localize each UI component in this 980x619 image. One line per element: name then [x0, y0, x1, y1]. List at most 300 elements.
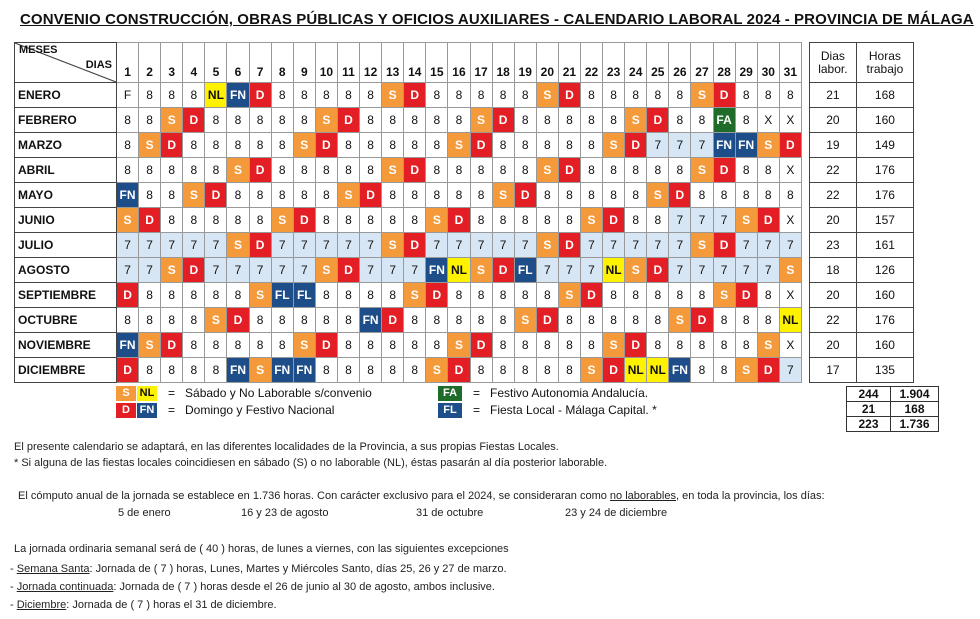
day-cell: 8	[205, 358, 227, 383]
day-cell: FN	[293, 358, 315, 383]
day-cell: 7	[757, 258, 779, 283]
day-cell: D	[603, 208, 625, 233]
day-cell: 7	[337, 233, 359, 258]
column-gap	[801, 83, 809, 108]
day-cell: 8	[337, 333, 359, 358]
month-horas-trabajo: 126	[856, 258, 913, 283]
day-cell: 8	[337, 158, 359, 183]
note-line1: El presente calendario se adaptará, en las diferentes localidades de la Provincia, a sus propias Fiestas Locales.	[14, 441, 559, 453]
day-cell: D	[249, 158, 271, 183]
day-cell: 8	[205, 108, 227, 133]
day-cell: D	[404, 158, 426, 183]
day-cell: S	[249, 358, 271, 383]
day-cell: FN	[426, 258, 448, 283]
header-day: 1	[117, 43, 139, 83]
day-cell: D	[183, 108, 205, 133]
day-cell: 7	[625, 233, 647, 258]
day-cell: 8	[337, 133, 359, 158]
day-cell: D	[514, 183, 536, 208]
day-cell: 8	[426, 183, 448, 208]
month-name: NOVIEMBRE	[15, 333, 117, 358]
column-gap	[801, 108, 809, 133]
note-line3-end: , en toda la provincia, los días:	[675, 490, 825, 502]
day-cell: 8	[161, 308, 183, 333]
day-cell: FN	[735, 133, 757, 158]
day-cell: 7	[669, 258, 691, 283]
day-cell: 8	[580, 133, 602, 158]
day-cell: 7	[293, 233, 315, 258]
day-cell: 8	[470, 208, 492, 233]
day-cell: S	[625, 258, 647, 283]
day-cell: 8	[227, 133, 249, 158]
day-cell: X	[779, 208, 801, 233]
day-cell: FN	[227, 358, 249, 383]
day-cell: 8	[757, 283, 779, 308]
note-date2: 16 y 23 de agosto	[241, 507, 329, 519]
day-cell: 7	[735, 258, 757, 283]
month-name: ENERO	[15, 83, 117, 108]
month-row	[15, 333, 914, 358]
note-jc-text: : Jornada de ( 7 ) horas desde el 26 de junio al 30 de agosto, ambos inclusive.	[113, 581, 495, 593]
column-gap	[801, 358, 809, 383]
day-cell: 8	[139, 308, 161, 333]
day-cell: S	[227, 233, 249, 258]
day-cell: 8	[735, 183, 757, 208]
day-cell: S	[558, 283, 580, 308]
day-cell: 8	[161, 283, 183, 308]
day-cell: 8	[580, 333, 602, 358]
day-cell: 8	[492, 83, 514, 108]
day-cell: 7	[470, 233, 492, 258]
day-cell: 8	[470, 158, 492, 183]
day-cell: 8	[514, 108, 536, 133]
month-dias-labor: 18	[809, 258, 856, 283]
day-cell: 8	[669, 333, 691, 358]
day-cell: D	[227, 308, 249, 333]
day-cell: 8	[625, 308, 647, 333]
day-cell: 7	[669, 208, 691, 233]
day-cell: 8	[205, 208, 227, 233]
day-cell: NL	[625, 358, 647, 383]
day-cell: 8	[536, 133, 558, 158]
day-cell: S	[161, 258, 183, 283]
note-line3-underline: no laborables	[609, 490, 676, 502]
day-cell: 8	[360, 333, 382, 358]
totals-table	[846, 386, 939, 432]
day-cell: 8	[492, 358, 514, 383]
header-day: 31	[779, 43, 801, 83]
day-cell: S	[691, 233, 713, 258]
day-cell: D	[470, 133, 492, 158]
day-cell: 7	[669, 233, 691, 258]
day-cell: 7	[558, 258, 580, 283]
day-cell: 8	[669, 83, 691, 108]
day-cell: 8	[580, 108, 602, 133]
day-cell: D	[713, 233, 735, 258]
day-cell: 8	[779, 183, 801, 208]
day-cell: 8	[603, 183, 625, 208]
day-cell: S	[271, 208, 293, 233]
day-cell: 8	[603, 158, 625, 183]
day-cell: 7	[647, 133, 669, 158]
day-cell: D	[691, 308, 713, 333]
day-cell: 8	[580, 183, 602, 208]
day-cell: FN	[360, 308, 382, 333]
month-name: AGOSTO	[15, 258, 117, 283]
day-cell: 8	[713, 358, 735, 383]
day-cell: 7	[293, 258, 315, 283]
day-cell: 8	[337, 208, 359, 233]
day-cell: 8	[514, 158, 536, 183]
month-dias-labor: 17	[809, 358, 856, 383]
column-gap	[801, 43, 809, 83]
day-cell: 8	[227, 283, 249, 308]
header-day: 20	[536, 43, 558, 83]
day-cell: 8	[360, 208, 382, 233]
day-cell: D	[558, 233, 580, 258]
column-gap	[801, 133, 809, 158]
day-cell: S	[315, 108, 337, 133]
day-cell: S	[603, 133, 625, 158]
day-cell: 8	[558, 358, 580, 383]
day-cell: S	[735, 358, 757, 383]
day-cell: 8	[227, 108, 249, 133]
header-day: 18	[492, 43, 514, 83]
column-gap	[801, 333, 809, 358]
day-cell: 8	[691, 283, 713, 308]
month-row	[15, 283, 914, 308]
day-cell: 8	[492, 158, 514, 183]
day-cell: D	[139, 208, 161, 233]
day-cell: 7	[580, 258, 602, 283]
day-cell: 8	[205, 283, 227, 308]
day-cell: 8	[558, 183, 580, 208]
day-cell: 8	[249, 333, 271, 358]
day-cell: 8	[337, 308, 359, 333]
legend-eq: =	[168, 403, 176, 417]
header-day: 14	[404, 43, 426, 83]
day-cell: S	[713, 283, 735, 308]
day-cell: D	[647, 108, 669, 133]
day-cell: 8	[183, 158, 205, 183]
day-cell: S	[227, 158, 249, 183]
header-day: 23	[603, 43, 625, 83]
day-cell: S	[691, 158, 713, 183]
day-cell: 8	[337, 283, 359, 308]
day-cell: 8	[757, 183, 779, 208]
day-cell: 7	[315, 233, 337, 258]
day-cell: 8	[205, 333, 227, 358]
day-cell: D	[315, 333, 337, 358]
day-cell: 8	[735, 158, 757, 183]
day-cell: 8	[161, 208, 183, 233]
day-cell: S	[382, 233, 404, 258]
note-date4: 23 y 24 de diciembre	[565, 507, 668, 519]
day-cell: 7	[404, 258, 426, 283]
day-cell: 8	[647, 308, 669, 333]
day-cell: 7	[492, 233, 514, 258]
legend-fl-text: Fiesta Local - Málaga Capital. *	[490, 403, 657, 417]
day-cell: 8	[536, 333, 558, 358]
day-cell: 8	[448, 108, 470, 133]
month-horas-trabajo: 160	[856, 333, 913, 358]
day-cell: S	[536, 233, 558, 258]
day-cell: X	[757, 108, 779, 133]
month-horas-trabajo: 135	[856, 358, 913, 383]
day-cell: 8	[315, 158, 337, 183]
day-cell: S	[183, 183, 205, 208]
day-cell: 8	[514, 283, 536, 308]
day-cell: D	[647, 258, 669, 283]
day-cell: S	[580, 208, 602, 233]
dash: -	[10, 581, 14, 593]
day-cell: 8	[117, 108, 139, 133]
day-cell: 8	[757, 83, 779, 108]
day-cell: 8	[735, 83, 757, 108]
day-cell: 8	[735, 108, 757, 133]
day-cell: 7	[647, 233, 669, 258]
day-cell: 8	[315, 83, 337, 108]
month-name: JULIO	[15, 233, 117, 258]
day-cell: D	[558, 158, 580, 183]
month-name: JUNIO	[15, 208, 117, 233]
day-cell: X	[779, 283, 801, 308]
legend-sabado-text: Sábado y No Laborable s/convenio	[185, 386, 372, 400]
day-cell: D	[337, 258, 359, 283]
day-cell: 8	[625, 183, 647, 208]
day-cell: 8	[647, 333, 669, 358]
day-cell: 8	[249, 108, 271, 133]
day-cell: 8	[580, 83, 602, 108]
column-gap	[801, 258, 809, 283]
day-cell: 8	[558, 108, 580, 133]
day-cell: 7	[735, 233, 757, 258]
day-cell: NL	[448, 258, 470, 283]
legend-swatch-nl: NL	[137, 386, 157, 401]
day-cell: S	[448, 133, 470, 158]
header-day: 4	[183, 43, 205, 83]
day-cell: FL	[271, 283, 293, 308]
day-cell: D	[337, 108, 359, 133]
day-cell: D	[293, 208, 315, 233]
header-day: 24	[625, 43, 647, 83]
day-cell: 7	[139, 258, 161, 283]
total-horas: 1.904	[891, 387, 939, 402]
day-cell: FN	[117, 333, 139, 358]
day-cell: 8	[757, 308, 779, 333]
day-cell: 8	[382, 183, 404, 208]
day-cell: D	[117, 358, 139, 383]
day-cell: 8	[514, 208, 536, 233]
header-day: 2	[139, 43, 161, 83]
day-cell: 8	[514, 358, 536, 383]
day-cell: 7	[117, 258, 139, 283]
day-cell: 8	[669, 158, 691, 183]
day-cell: 8	[117, 158, 139, 183]
day-cell: 8	[249, 308, 271, 333]
day-cell: 8	[139, 358, 161, 383]
day-cell: 8	[117, 133, 139, 158]
day-cell: 8	[271, 183, 293, 208]
day-cell: 8	[382, 283, 404, 308]
month-row	[15, 183, 914, 208]
header-day: 9	[293, 43, 315, 83]
page-title: CONVENIO CONSTRUCCIÓN, OBRAS PÚBLICAS Y OFICIOS AUXILIARES - CALENDARIO LABORAL 2024 - PROVINCIA DE MÁLAGA	[20, 11, 974, 28]
month-row	[15, 83, 914, 108]
day-cell: 8	[293, 108, 315, 133]
header-day: 22	[580, 43, 602, 83]
month-horas-trabajo: 176	[856, 183, 913, 208]
day-cell: D	[735, 283, 757, 308]
day-cell: 8	[558, 133, 580, 158]
note-line3	[18, 490, 825, 502]
legend-fa-text: Festivo Autonomia Andalucía.	[490, 386, 649, 400]
day-cell: 8	[404, 333, 426, 358]
day-cell: 8	[492, 308, 514, 333]
note-date1: 5 de enero	[118, 507, 171, 519]
totals-row	[847, 387, 939, 402]
header-day: 26	[669, 43, 691, 83]
day-cell: S	[757, 333, 779, 358]
day-cell: 8	[360, 283, 382, 308]
day-cell: 8	[382, 133, 404, 158]
day-cell: D	[315, 133, 337, 158]
day-cell: 8	[713, 333, 735, 358]
day-cell: 7	[779, 233, 801, 258]
legend-fl	[438, 402, 657, 418]
note-line2: * Si alguna de las fiestas locales coincidiesen en sábado (S) o no laborable (NL), éstas pasarán al día posterior laborable.	[14, 457, 608, 469]
month-dias-labor: 20	[809, 208, 856, 233]
day-cell: 8	[183, 358, 205, 383]
day-cell: 8	[271, 333, 293, 358]
day-cell: 7	[271, 233, 293, 258]
day-cell: 8	[337, 83, 359, 108]
legend-fa	[438, 385, 648, 401]
day-cell: 8	[271, 308, 293, 333]
legend-swatch-fn: FN	[137, 403, 157, 418]
day-cell: S	[161, 108, 183, 133]
header-day: 10	[315, 43, 337, 83]
day-cell: 8	[625, 208, 647, 233]
day-cell: S	[426, 208, 448, 233]
day-cell: 8	[360, 83, 382, 108]
header-day: 27	[691, 43, 713, 83]
day-cell: 8	[293, 308, 315, 333]
total-horas: 1.736	[891, 417, 939, 432]
day-cell: 7	[448, 233, 470, 258]
day-cell: 7	[669, 133, 691, 158]
day-cell: 8	[271, 158, 293, 183]
day-cell: 8	[448, 308, 470, 333]
month-row	[15, 258, 914, 283]
day-cell: 8	[426, 133, 448, 158]
header-horas-trabajo: Horas trabajo	[856, 43, 913, 83]
day-cell: 8	[713, 308, 735, 333]
day-cell: FN	[669, 358, 691, 383]
day-cell: S	[448, 333, 470, 358]
column-gap	[801, 233, 809, 258]
day-cell: 8	[492, 208, 514, 233]
day-cell: 8	[227, 333, 249, 358]
note-diciembre	[10, 599, 277, 611]
month-name: FEBRERO	[15, 108, 117, 133]
day-cell: 8	[293, 158, 315, 183]
day-cell: 8	[360, 358, 382, 383]
day-cell: 8	[183, 133, 205, 158]
day-cell: D	[448, 358, 470, 383]
day-cell: S	[536, 158, 558, 183]
day-cell: S	[337, 183, 359, 208]
day-cell: 8	[448, 83, 470, 108]
day-cell: D	[205, 183, 227, 208]
day-cell: 8	[558, 308, 580, 333]
legend-swatch-fa: FA	[438, 386, 462, 401]
header-day: 12	[360, 43, 382, 83]
day-cell: 8	[603, 283, 625, 308]
day-cell: 8	[382, 108, 404, 133]
header-day: 16	[448, 43, 470, 83]
month-horas-trabajo: 160	[856, 108, 913, 133]
calendar-table	[14, 42, 914, 383]
day-cell: NL	[603, 258, 625, 283]
legend-eq: =	[473, 403, 481, 417]
day-cell: S	[293, 333, 315, 358]
day-cell: D	[713, 83, 735, 108]
day-cell: X	[779, 333, 801, 358]
day-cell: S	[205, 308, 227, 333]
day-cell: 8	[448, 158, 470, 183]
note-line4: La jornada ordinaria semanal será de ( 40 ) horas, de lunes a viernes, con las siguientes excepciones	[14, 543, 509, 555]
day-cell: D	[492, 108, 514, 133]
day-cell: 7	[183, 233, 205, 258]
day-cell: 8	[315, 283, 337, 308]
month-dias-labor: 22	[809, 158, 856, 183]
header-day: 29	[735, 43, 757, 83]
day-cell: 8	[669, 283, 691, 308]
day-cell: D	[183, 258, 205, 283]
day-cell: 8	[448, 283, 470, 308]
day-cell: S	[293, 133, 315, 158]
month-dias-labor: 22	[809, 183, 856, 208]
day-cell: D	[625, 333, 647, 358]
header-day: 7	[249, 43, 271, 83]
note-line3-text: El cómputo anual de la jornada se establece en 1.736 horas. Con carácter exclusivo para el 2024, se consideraran como	[18, 490, 607, 502]
day-cell: 8	[426, 158, 448, 183]
day-cell: D	[161, 333, 183, 358]
day-cell: D	[558, 83, 580, 108]
header-day: 6	[227, 43, 249, 83]
day-cell: S	[536, 83, 558, 108]
legend-domingo-text: Domingo y Festivo Nacional	[185, 403, 335, 417]
day-cell: 8	[470, 83, 492, 108]
month-dias-labor: 22	[809, 308, 856, 333]
day-cell: 8	[448, 183, 470, 208]
day-cell: S	[514, 308, 536, 333]
day-cell: 8	[470, 308, 492, 333]
day-cell: S	[757, 133, 779, 158]
day-cell: 8	[205, 158, 227, 183]
day-cell: 8	[514, 333, 536, 358]
day-cell: 8	[117, 308, 139, 333]
month-horas-trabajo: 176	[856, 308, 913, 333]
header-day: 17	[470, 43, 492, 83]
header-day: 5	[205, 43, 227, 83]
day-cell: S	[315, 258, 337, 283]
day-cell: 8	[647, 208, 669, 233]
day-cell: 8	[492, 283, 514, 308]
day-cell: 8	[691, 358, 713, 383]
day-cell: S	[426, 358, 448, 383]
